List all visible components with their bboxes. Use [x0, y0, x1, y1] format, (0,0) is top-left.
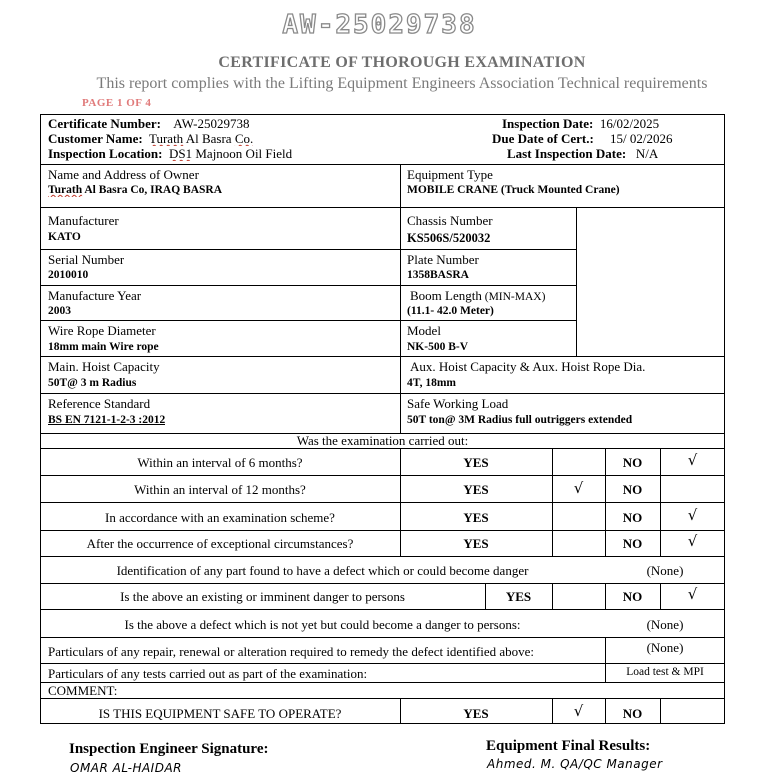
model-label: Model: [407, 323, 441, 338]
row-divider: [40, 502, 725, 503]
row-divider: [40, 475, 725, 476]
check-mark-icon: √: [687, 453, 698, 468]
column-divider: [576, 207, 577, 357]
aux-hoist-capacity-label: Aux. Hoist Capacity & Aux. Hoist Rope Dia.: [410, 359, 646, 374]
reference-standard-label: Reference Standard: [48, 396, 151, 411]
inspection-date-label: Inspection Date:: [502, 116, 594, 131]
customer-name-part-2: Al Basra: [183, 131, 235, 146]
future-danger-value: (None): [646, 617, 684, 632]
row-divider: [40, 637, 725, 638]
manufacture-year-value: 2003: [48, 305, 71, 317]
exam-no-label: NO: [622, 455, 643, 470]
repair-particulars-question: Particulars of any repair, renewal or alteration required to remedy the defect identified above:: [48, 644, 535, 659]
safe-working-load-label: Safe Working Load: [407, 396, 509, 411]
exam-yes-label: YES: [463, 455, 489, 470]
exam-no-label: NO: [622, 536, 643, 551]
table-border-left: [40, 114, 41, 724]
defect-identification-value: (None): [646, 563, 684, 578]
table-border-top: [40, 114, 725, 115]
repair-particulars-value: (None): [646, 640, 684, 655]
manufacturer-value: KATO: [48, 231, 81, 243]
equipment-type-label: Equipment Type: [407, 167, 493, 182]
wire-rope-diameter-value: 18mm main Wire rope: [48, 341, 159, 353]
owner-label: Name and Address of Owner: [48, 167, 199, 182]
final-results-signature: Ahmed. M. QA/QC Manager: [487, 757, 663, 771]
tests-particulars-value: Load test & MPI: [626, 666, 704, 678]
row-divider: [40, 583, 725, 584]
main-hoist-capacity-label: Main. Hoist Capacity: [48, 359, 160, 374]
chassis-number-label: Chassis Number: [407, 213, 493, 228]
check-mark-icon: √: [687, 508, 698, 523]
check-mark-icon: √: [687, 534, 698, 549]
exam-yes-label: YES: [463, 510, 489, 525]
boom-length-label-text: Boom Length: [410, 288, 482, 303]
owner-value: [48, 183, 222, 197]
exam-yes-label: YES: [463, 482, 489, 497]
owner-value-part-2: Al Basra Co, IRAQ BASRA: [82, 184, 223, 196]
last-inspection-date-label: Last Inspection Date:: [507, 146, 627, 161]
boom-length-label-suffix: (MIN-MAX): [481, 291, 546, 303]
safe-yes-label: YES: [463, 706, 489, 721]
customer-name-row: [48, 131, 253, 146]
column-divider: [552, 583, 553, 609]
inspection-engineer-signature: OMAR AL-HAIDAR: [70, 761, 183, 775]
equipment-type-value: MOBILE CRANE (Truck Mounted Crane): [407, 184, 620, 196]
row-divider: [40, 682, 725, 683]
certificate-title: CERTIFICATE OF THOROUGH EXAMINATION: [218, 54, 586, 71]
tests-particulars-question: Particulars of any tests carried out as part of the examination:: [48, 666, 368, 681]
row-divider: [40, 356, 725, 357]
row-divider: [40, 448, 725, 449]
row-divider: [40, 556, 725, 557]
inspection-location-part-1: DS1: [168, 146, 193, 161]
due-date-label: Due Date of Cert.:: [492, 131, 594, 146]
row-divider: [40, 530, 725, 531]
due-date-value: 15/ 02/2026: [610, 131, 673, 146]
column-divider: [400, 164, 401, 434]
exam-question-exceptional: After the occurrence of exceptional circumstances?: [86, 536, 354, 551]
check-mark-icon: √: [573, 481, 584, 496]
row-divider: [40, 609, 725, 610]
safe-to-operate-question: IS THIS EQUIPMENT SAFE TO OPERATE?: [98, 706, 342, 721]
imminent-danger-question: Is the above an existing or imminent danger to persons: [120, 589, 405, 604]
plate-number-value: 1358BASRA: [407, 269, 469, 281]
main-hoist-capacity-value: 50T@ 3 m Radius: [48, 377, 137, 389]
row-divider: [40, 393, 725, 394]
table-border-right: [724, 114, 725, 724]
inspection-location-part-2: Majnoon Oil Field: [192, 146, 293, 161]
exam-question-12-months: Within an interval of 12 months?: [134, 482, 306, 497]
customer-name-part-3: Co.: [234, 131, 254, 146]
exam-no-label: NO: [622, 589, 643, 604]
exam-no-label: NO: [622, 510, 643, 525]
wire-rope-diameter-label: Wire Rope Diameter: [48, 323, 156, 338]
last-inspection-date-value: N/A: [635, 146, 659, 161]
customer-name-label: Customer Name:: [48, 131, 143, 146]
inspection-engineer-label: Inspection Engineer Signature:: [69, 741, 269, 757]
check-mark-icon: √: [687, 587, 698, 602]
row-divider: [40, 698, 725, 699]
certificate-number-label: Certificate Number:: [48, 116, 161, 131]
page-indicator: PAGE 1 OF 4: [82, 97, 152, 109]
manufacturer-label: Manufacturer: [48, 213, 119, 228]
reference-standard-value: BS EN 7121-1-2-3 :2012: [48, 414, 166, 426]
column-divider: [660, 698, 661, 724]
row-divider: [40, 164, 725, 165]
certificate-number-row: [48, 116, 250, 131]
customer-name-part-1: Turath: [148, 131, 184, 146]
table-border-bottom: [40, 723, 725, 724]
check-mark-icon: √: [573, 704, 584, 719]
final-results-label: Equipment Final Results:: [486, 738, 651, 754]
owner-value-part-1: Turath: [48, 184, 83, 196]
examination-heading: Was the examination carried out:: [296, 433, 469, 448]
inspection-date-row: [502, 116, 659, 131]
defect-identification-question: Identification of any part found to have a defect which or could become danger: [116, 563, 529, 578]
exam-question-6-months: Within an interval of 6 months?: [137, 455, 303, 470]
certificate-number-value: AW-25029738: [173, 116, 250, 131]
safe-no-label: NO: [622, 706, 643, 721]
inspection-date-value: 16/02/2025: [599, 116, 660, 131]
inspection-location-label: Inspection Location:: [48, 146, 163, 161]
exam-question-scheme: In accordance with an examination scheme?: [105, 510, 335, 525]
certificate-subtitle: This report complies with the Lifting Equipment Engineers Association Technical requirements: [96, 75, 708, 92]
document-number: AW-25029738: [282, 10, 477, 40]
comment-label: COMMENT:: [48, 683, 118, 698]
column-divider: [552, 448, 553, 556]
manufacture-year-label: Manufacture Year: [48, 288, 142, 303]
serial-number-label: Serial Number: [48, 252, 125, 267]
boom-length-label: [410, 288, 545, 305]
chassis-number-value: KS506S/520032: [407, 231, 491, 245]
exam-yes-label: YES: [463, 536, 489, 551]
aux-hoist-capacity-value: 4T, 18mm: [407, 377, 456, 389]
exam-yes-label: YES: [505, 589, 532, 604]
boom-length-value: (11.1- 42.0 Meter): [407, 305, 494, 317]
row-divider: [40, 663, 725, 664]
row-divider: [40, 207, 725, 208]
inspection-location-row: [48, 146, 292, 161]
serial-number-value: 2010010: [48, 269, 89, 281]
safe-working-load-value: 50T ton@ 3M Radius full outriggers extended: [407, 414, 633, 426]
model-value: NK-500 B-V: [407, 341, 469, 353]
last-inspection-date-row: [507, 146, 658, 161]
plate-number-label: Plate Number: [407, 252, 479, 267]
due-date-row: [492, 131, 673, 146]
row-divider: [40, 285, 576, 286]
row-divider: [40, 249, 576, 250]
row-divider: [40, 320, 576, 321]
future-danger-question: Is the above a defect which is not yet but could become a danger to persons:: [124, 617, 521, 632]
exam-no-label: NO: [622, 482, 643, 497]
